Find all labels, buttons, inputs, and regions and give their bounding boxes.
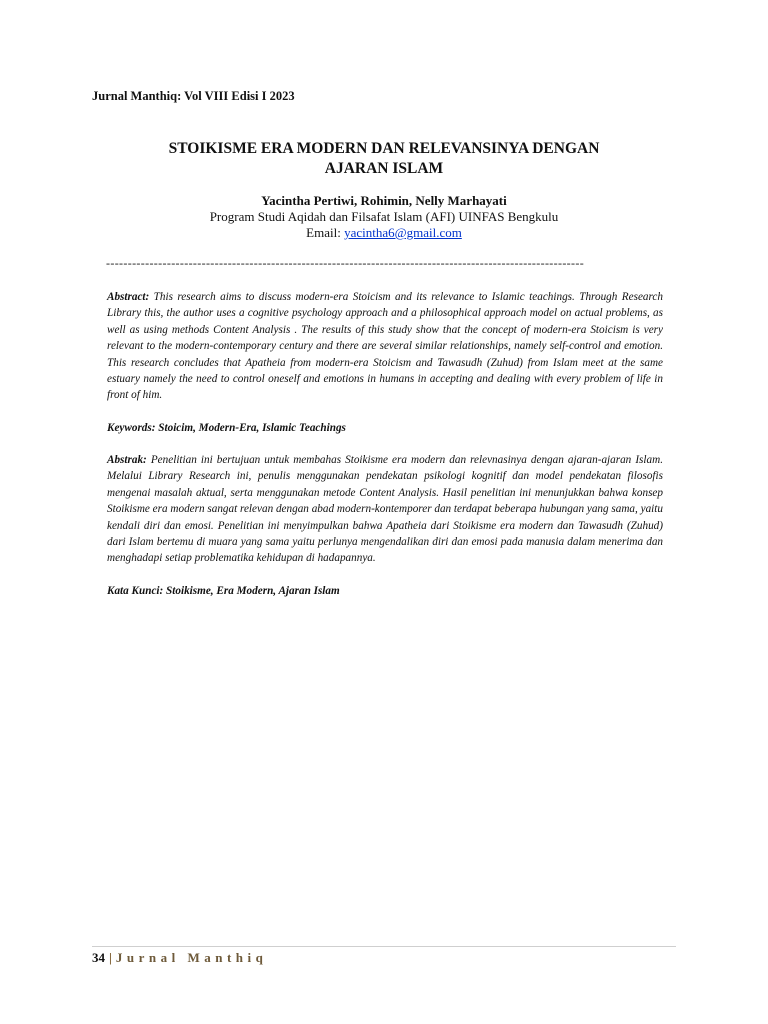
affiliation: Program Studi Aqidah dan Filsafat Islam (AFI) UINFAS Bengkulu (209, 209, 559, 224)
abstract-id (107, 452, 663, 567)
abstract-id-text: Penelitian ini bertujuan untuk membahas Stoikisme era modern dan relevnasinya dengan ajaran-ajaran Islam. Melalui Library Research ini, penulis menggunakan pendekatan psikologi kognitif dan model pendekatan filosofis mengenai masalah aktual, serta menggunakan metode Content Analysis. Hasil penelitian ini menunjukkan bahwa konsep Stoikisme era modern sangat relevan dengan abad modern-kontemporer dan terdapat beberapa hubungan yang sama, yaitu kendali diri dan emosi. Penelitian ini menyimpulkan bahwa Apatheia dari Stoikisme era modern dan Tawasudh (Zuhud) dari Islam bertemu di muara yang sama yaitu perlunya mengendalikan diri dan emosi pada manusia dalam menerima dan menghadapi setiap problematika kehidupan di hadapannya. (107, 454, 663, 565)
authors: Yacintha Pertiwi, Rohimin, Nelly Marhayati (261, 193, 507, 208)
title-line-1: STOIKISME ERA MODERN DAN RELEVANSINYA DENGAN (168, 140, 600, 157)
page-number: 34 (92, 950, 105, 965)
divider: -------------------------------------------------------------------------------------------------------------- (106, 256, 585, 270)
paper-title (92, 139, 676, 179)
abstract-en-label: Abstract: (107, 291, 150, 303)
email-line (92, 225, 676, 241)
footer-journal-name: Jurnal Manthiq (115, 950, 268, 965)
abstract-id-label: Abstrak: (107, 454, 147, 466)
keywords-en: Keywords: Stoicim, Modern-Era, Islamic Teachings (107, 422, 346, 434)
abstract-en-text: This research aims to discuss modern-era Stoicism and its relevance to Islamic teachings. Through Research Library this, the author uses a cognitive psychology approach and a philosophical approach model on actual problems, as well as using methods Content Analysis . The results of this study show that the concept of modern-era Stoicism is very relevant to the modern-contemporary century and there are several similar relationships, namely self-control and emotion. This research concludes that Apatheia from modern-era Stoicism and Tawasudh (Zuhud) from Islam meet at the same estuary namely the need to control oneself and emotions in humans in accepting and dealing with every problem of life in front of him. (107, 291, 663, 402)
journal-header: Jurnal Manthiq: Vol VIII Edisi I 2023 (92, 89, 295, 103)
title-line-2: AJARAN ISLAM (324, 160, 444, 177)
footer-rule (92, 946, 676, 947)
abstract-en (107, 289, 663, 404)
page-footer (92, 950, 267, 966)
footer-separator: | (109, 950, 112, 965)
keywords-id: Kata Kunci: Stoikisme, Era Modern, Ajaran Islam (107, 585, 340, 597)
email-link[interactable]: yacintha6@gmail.com (344, 225, 462, 240)
email-label: Email: (306, 225, 345, 240)
